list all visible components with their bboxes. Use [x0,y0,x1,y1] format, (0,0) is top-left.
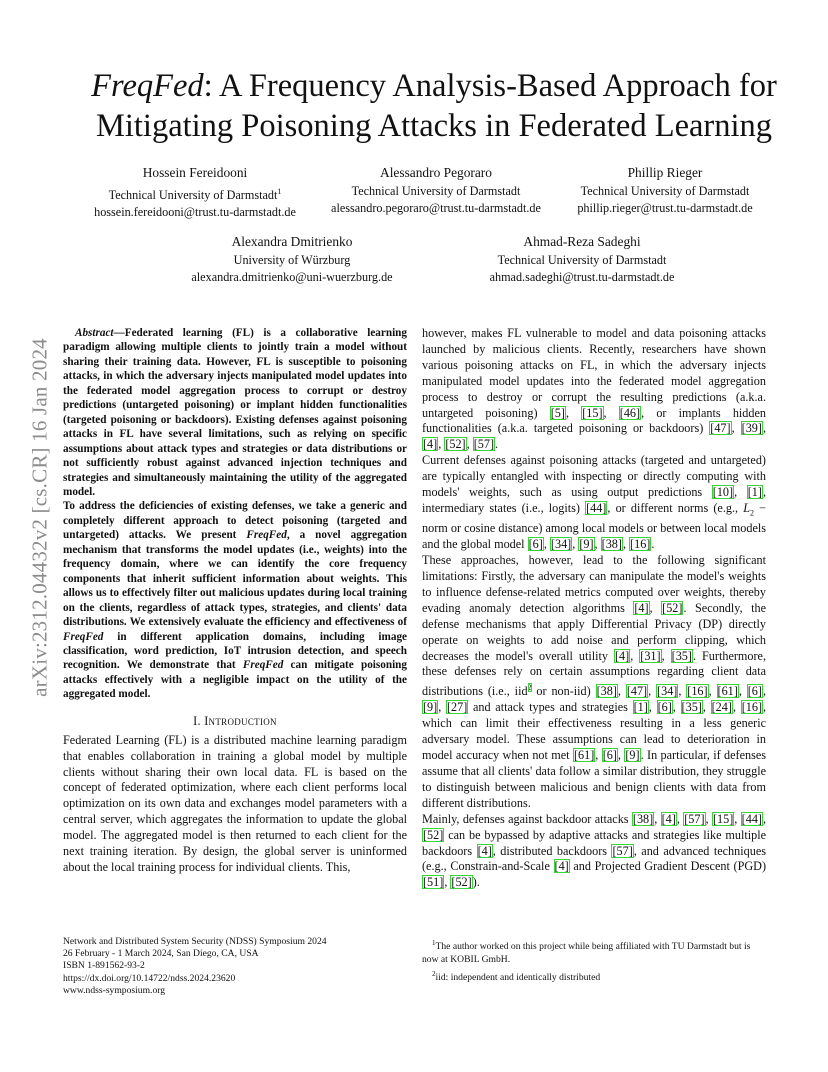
author-block [81,164,309,221]
citation-link[interactable]: [35] [681,700,702,715]
citation-link[interactable]: [52] [423,827,444,842]
citation-link[interactable]: [4] [634,600,649,615]
author-email: alexandra.dmitrienko@uni-wuerzburg.de [191,270,393,284]
paper-title [40,66,828,146]
citation-link[interactable]: [31] [640,648,661,663]
author-block [178,233,406,286]
citation-link[interactable]: [9] [625,748,640,763]
body-paragraph: Federated Learning (FL) is a distributed machine learning paradigm that enables collaboration in training a global model by multiple clients without sharing their own local data. FL is based on the concept of federated optimization, where each client performs local optimization on its own data and exchanges model parameters with a central server, which aggregates the information to update the global model. The aggregated model is then returned to each client for the next training iteration. By design, the global server is uninformed about the local training process for individual clients. This, [63,732,407,874]
citation-link[interactable]: [52] [662,600,683,615]
citation-link[interactable]: [6] [657,700,672,715]
footer-line: Network and Distributed System Security (NDSS) Symposium 2024 [63,936,327,947]
author-name: Phillip Rieger [627,165,703,180]
author-email: alessandro.pegoraro@trust.tu-darmstadt.de [331,201,541,215]
body-paragraph: Mainly, defenses against backdoor attacks [38], [4], [57], [15], [44], [52] can be bypassed by adaptive attacks and strategies like multiple backdoors [4], distributed backdoors [57], and advanced techniques (e.g., Constrain-and-Scale [4] and Projected Gradient Descent (PGD) [51], [52]). [422,811,767,890]
citation-link[interactable]: [61] [573,748,595,763]
footer-line: 26 February - 1 March 2024, San Diego, CA, USA [63,948,259,960]
citation-link[interactable]: [38] [596,684,617,699]
abstract-paragraph: To address the deficiencies of existing defenses, we take a generic and completely different approach to detect poisoning (targeted and untargeted) attacks. We present FreqFed, a novel aggregation mechanism that transforms the model updates (i.e., weights) into the frequency domain, where we can identify the core frequency components that inherit sufficient information about weights. This allows us to effectively filter out malicious updates during local training on the clients, regardless of attack types, strategies, and clients' data distributions. We extensively evaluate the efficiency and effectiveness of FreqFed in different application domains, including image classification, word prediction, IoT intrusion detection, and speech recognition. We demonstrate that FreqFed can mitigate poisoning attacks effectively with a negligible impact on the utility of the aggregated model. [63,500,407,701]
footnote: $^2$iid: independent and identically distributed [432,970,601,984]
intro-text [63,733,407,876]
title-line2: Mitigating Poisoning Attacks in Federated Learning [95,108,773,144]
section-heading: I. Introduction [193,713,277,728]
citation-link[interactable]: [4] [477,843,492,858]
footnotes [422,937,766,987]
conference-footer [63,936,327,997]
citation-link[interactable]: [16] [687,684,708,699]
author-affiliation: Technical University of Darmstadt [351,184,521,198]
right-column [422,326,766,891]
citation-link[interactable]: [6] [747,684,762,699]
citation-link[interactable]: [47] [710,421,731,436]
citation-link[interactable]: [4] [554,859,569,874]
citation-link[interactable]: [52] [445,437,466,452]
author-name: Hossein Fereidooni [142,165,248,180]
author-name: Alessandro Pegoraro [380,165,492,180]
body-paragraph: however, makes FL vulnerable to model and data poisoning attacks launched by malicious clients. Recently, researchers have shown various poisoning attacks on FL, in which the adversary injects manipulated model updates into the federated model aggregation process to destroy or corrupt the resulting predictions (a.k.a. untargeted poisoning) [5], [15], [46], or implants hidden functionalities (a.k.a. targeted poisoning or backdoors) [47], [39], [4], [52], [57]. [422,326,767,452]
citation-link[interactable]: [27] [446,700,468,715]
citation-link[interactable]: [4] [615,648,630,663]
arxiv-identifier[interactable]: arXiv:2312.04432v2 [cs.CR] 16 Jan 2024 [27,338,52,697]
citation-link[interactable]: [10] [712,485,734,500]
citation-link[interactable]: [16] [741,700,763,715]
title-emphasis: FreqFed [91,68,204,104]
math-symbol: L [743,500,750,515]
author-block [472,233,692,286]
author-name: Ahmad-Reza Sadeghi [523,234,641,249]
author-email: hossein.fereidooni@trust.tu-darmstadt.de [94,205,296,220]
citation-link[interactable]: [4] [661,811,676,826]
citation-link[interactable]: [57] [612,843,633,858]
author-block [316,164,556,217]
citation-link[interactable]: [34] [657,684,678,699]
citation-link[interactable]: [15] [712,811,734,826]
citation-link[interactable]: [57] [473,437,495,452]
citation-link[interactable]: [6] [602,748,617,763]
citation-link[interactable]: [1] [633,700,648,715]
footer-website-link[interactable]: www.ndss-symposium.org [63,984,166,996]
citation-link[interactable]: [61] [717,684,738,699]
citation-link[interactable]: [44] [741,811,762,826]
author-affiliation: Technical University of Darmstadt [497,253,667,267]
author-affiliation: University of Würzburg [233,253,351,267]
citation-link[interactable]: [4] [423,437,438,452]
citation-link[interactable]: [16] [630,537,651,552]
citation-link[interactable]: [52] [451,875,472,890]
citation-link[interactable]: [34] [550,537,572,552]
footer-line: ISBN 1-891562-93-2 [63,960,145,972]
citation-link[interactable]: [15] [582,405,603,420]
left-column [63,326,407,876]
title-line1: : A Frequency Analysis-Based Approach for [203,68,777,104]
author-affiliation: Technical University of Darmstadt$^1$ [108,187,282,203]
citation-link[interactable]: [35] [671,648,692,663]
citation-link[interactable]: [24] [711,700,732,715]
footnote: $^1$The author worked on this project while being affiliated with TU Darmstadt but is now at KOBIL GmbH. [422,939,751,965]
affiliation-footnote-mark: 1 [277,187,282,196]
abstract-paragraph: Abstract—Federated learning (FL) is a collaborative learning paradigm allowing multiple clients to jointly train a model without sharing their training data. However, FL is susceptible to poisoning attacks, in which the adversary injects manipulated model updates into the federated model aggregation process to corrupt or destroy predictions (untargeted poisoning) or implant hidden functionalities (targeted poisoning or backdoors). Existing defenses against poisoning attacks in FL have several limitations, such as relying on specific assumptions about attack types and strategies or data distributions or not sufficiently robust against advanced injection techniques and strategies and simultaneously maintaining the utility of the aggregated model. [63,327,407,498]
abstract [63,326,407,702]
author-affiliation: Technical University of Darmstadt [580,184,750,198]
citation-link[interactable]: [9] [423,700,438,715]
citation-link[interactable]: [46] [619,405,641,420]
citation-link[interactable]: [6] [528,537,543,552]
citation-link[interactable]: [44] [586,500,607,515]
citation-link[interactable]: [1] [747,485,762,500]
citation-link[interactable]: [39] [741,421,762,436]
author-name: Alexandra Dmitrienko [231,234,353,249]
citation-link[interactable]: [57] [684,811,705,826]
citation-link[interactable]: [5] [550,405,565,420]
citation-link[interactable]: [9] [579,537,594,552]
citation-link[interactable]: [38] [601,537,622,552]
footnote-link[interactable]: 2 [527,683,532,693]
footer-doi-link[interactable]: https://dx.doi.org/10.14722/ndss.2024.23620 [63,972,236,984]
author-block [565,164,765,217]
author-email: phillip.rieger@trust.tu-darmstadt.de [577,201,753,215]
body-paragraph: These approaches, however, lead to the following significant limitations: Firstly, the adversary can manipulate the model's weights to influence defense-related metrics computed over weights, thereby evading anomaly detection algorithms [4], [52]. Secondly, the defense mechanisms that apply Differential Privacy (DP) directly operate on weights to add noise and perform clipping, which decreases the model's overall utility [4], [31], [35]. Furthermore, these defenses rely on certain assumptions regarding client data distributions (i.e., iid$^2$ or non-iid) [38], [47], [34], [16], [61], [6], [9], [27] and attack types and strategies [1], [6], [35], [24], [16], which can limit their effectiveness resulting in a less generic adversary model. These assumptions can lead to deterioration in model accuracy when not met [61], [6], [9]. In particular, if defenses assume that all clients' data follow a similar distribution, they struggle to distinguish between malicious and benign clients with data from different distributions. [422,553,767,810]
citation-link[interactable]: [47] [626,684,648,699]
body-paragraph: Current defenses against poisoning attacks (targeted and untargeted) are typically entangled with inspecting or directly computing with models' weights, such as using output predictions [10], [1], intermediary states (i.e., logits) [44], or different norms (e.g., $L_2$ − norm or cosine distance) among local models or between local models and the global model [6], [34], [9], [38], [16]. [422,453,767,552]
abstract-label: Abstract [75,327,114,339]
citation-link[interactable]: [38] [632,811,654,826]
author-email: ahmad.sadeghi@trust.tu-darmstadt.de [489,270,675,284]
citation-link[interactable]: [51] [423,875,444,890]
